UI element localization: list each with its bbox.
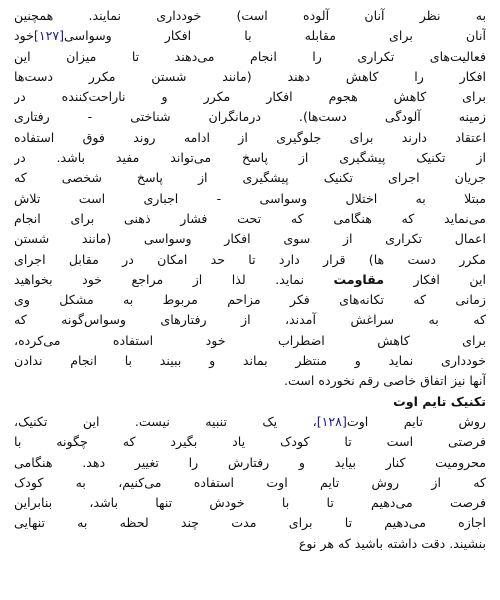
text-segment: این افکار bbox=[413, 271, 486, 287]
text-line: اجازه می‌دهیم تا برای مدت چند لحظه به تنهایی bbox=[14, 515, 486, 531]
text-segment: خود bbox=[14, 28, 34, 44]
text-line bbox=[14, 270, 486, 290]
text-line: فرصت می‌دهیم تا با خودش تنها باشد، بنابراین bbox=[14, 495, 486, 511]
text-line: برای کاهش اضطراب خود استفاده می‌کرده، bbox=[14, 332, 486, 348]
text-line: مکرر دست ها) قرار دارد تا حد امکان در مقابل اجرای bbox=[14, 251, 486, 267]
text-line: که از روش تایم اوت استفاده می‌کنیم، به کودک bbox=[14, 474, 486, 490]
document-page bbox=[14, 6, 486, 594]
text-line: فرصتی است تا کودک یاد بگیرد که چگونه با bbox=[14, 434, 486, 450]
text-line: زمانی که تکانه‌های فکر مزاحم مربوط به مشکل وی bbox=[14, 292, 486, 308]
text-segment: روش تایم اوت bbox=[346, 413, 486, 429]
footnote-ref-128[interactable]: [۱۲۸] bbox=[316, 413, 347, 429]
text-line: اعتقاد دارند برای جلوگیری از ادامه روند فوق استفاده bbox=[14, 129, 486, 145]
paragraph-1 bbox=[14, 6, 486, 392]
text-line: بنشیند. دقت داشته باشید که هر نوع bbox=[298, 535, 486, 551]
text-line: به نظر آنان آلوده است) خودداری نمایند. همچنین bbox=[14, 8, 486, 23]
footnote-ref-127[interactable]: [۱۲۷] bbox=[33, 28, 65, 44]
text-line: آنها نیز اتفاق خاصی رقم نخورده است. bbox=[283, 373, 486, 389]
text-line: از تکنیک پیشگیری از پاسخ می‌تواند مفید باشد. در bbox=[14, 150, 486, 166]
text-line: برای کاهش هجوم افکار مکرر و ناراحت‌کننده در bbox=[14, 89, 486, 105]
text-line bbox=[14, 412, 486, 432]
text-line: که به سراغش آمدند، از رفتارهای وسواس‌گونه که bbox=[14, 312, 486, 328]
text-line: محرومیت کنار بیاید و رفتارش را تغییر دهد. هنگامی bbox=[14, 454, 486, 470]
paragraph-2 bbox=[14, 412, 486, 554]
text-line: فعالیت‌های تکراری را انجام می‌دهند تا میزان این bbox=[14, 48, 486, 64]
bold-term-resistance: مقاومت bbox=[333, 271, 385, 287]
text-segment: نماید. لذا از مراجع خود بخواهید bbox=[14, 271, 304, 287]
text-segment: ، یک تنبیه نیست. این تکنیک، bbox=[14, 413, 317, 429]
section-heading: تکنیک تایم اوت bbox=[393, 393, 486, 409]
text-line: افکار را کاهش دهند (مانند شستن مکرر دست‌ها bbox=[14, 68, 486, 84]
text-segment: آنان برای مقابله با افکار وسواسی bbox=[64, 28, 486, 44]
text-line: خودداری نماید و منتظر بماند و ببیند با انجام ندادن bbox=[14, 353, 486, 369]
text-line: جریان اجرای تکنیک پیشگیری از پاسخ شخصی که bbox=[14, 170, 486, 186]
text-line: مبتلا به اختلال وسواسی - اجباری است تلاش bbox=[14, 190, 486, 206]
text-line bbox=[14, 26, 486, 46]
text-line: زمینه آلودگی دست‌ها). درمانگران شناختی - رفتاری bbox=[14, 109, 486, 125]
text-line: می‌نماید که هنگامی که تحت فشار ذهنی برای انجام bbox=[14, 210, 486, 226]
text-line: اعمال تکراری از سوی افکار وسواسی (مانند شستن bbox=[14, 231, 486, 247]
